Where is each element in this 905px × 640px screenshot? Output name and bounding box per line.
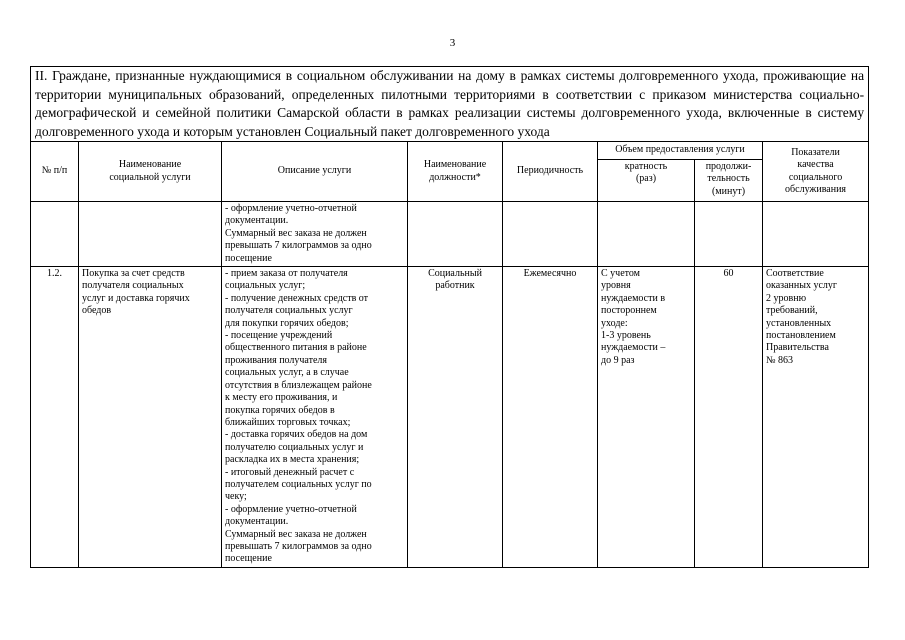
section-title: II. Граждане, признанные нуждающимися в социальном обслуживании на дому в рамках системы долговременного ухода, проживающие на территории муниципальных образований, определенных пилотными территориями в соответствии с приказом министерства социально-демографической и семейной политики Самарской области в рамках реализации системы долговременного ухода, включенные в систему долговременного ухода и которым установлен Социальный пакет долговременного ухода	[31, 67, 869, 142]
cont-quality	[763, 202, 869, 267]
cont-service-name	[79, 202, 222, 267]
row-quality: Соответствие оказанных услуг 2 уровню требований, установленных постановлением Правительства № 863	[763, 267, 869, 568]
header-description: Описание услуги	[222, 142, 408, 202]
header-multiplicity: кратность (раз)	[598, 160, 695, 202]
header-service-name: Наименование социальной услуги	[79, 142, 222, 202]
header-position: Наименование должности*	[408, 142, 503, 202]
header-duration: продолжи- тельность (минут)	[695, 160, 763, 202]
row-duration: 60	[695, 267, 763, 568]
row-periodicity: Ежемесячно	[503, 267, 598, 568]
table-row	[31, 267, 869, 568]
row-multiplicity: С учетом уровня нуждаемости в постороннем уходе: 1-3 уровень нуждаемости – до 9 раз	[598, 267, 695, 568]
row-service-name: Покупка за счет средств получателя социальных услуг и доставка горячих обедов	[79, 267, 222, 568]
row-description: - прием заказа от получателя социальных услуг; - получение денежных средств от получателя социальных услуг для покупки горячих обедов; - посещение учреждений общественного питания в районе проживания получателя социальных услуг, а в случае отсутствия в близлежащем районе к месту его проживания, и покупка горячих обедов в ближайших торговых точках; - доставка горячих обедов на дом получателю социальных услуг и раскладка их в места хранения; - итоговый денежный расчет с получателем социальных услуг по чеку; - оформление учетно-отчетной документации. Суммарный вес заказа не должен превышать 7 килограммов за одно посещение	[222, 267, 408, 568]
header-quality: Показатели качества социального обслуживания	[763, 142, 869, 202]
row-num: 1.2.	[31, 267, 79, 568]
continuation-row	[31, 202, 869, 267]
cont-multiplicity	[598, 202, 695, 267]
header-num: № п/п	[31, 142, 79, 202]
page-number: 3	[449, 37, 456, 49]
header-periodicity: Периодичность	[503, 142, 598, 202]
services-table	[30, 66, 869, 568]
header-row	[31, 142, 869, 160]
cont-periodicity	[503, 202, 598, 267]
cont-num	[31, 202, 79, 267]
cont-duration	[695, 202, 763, 267]
section-title-row	[31, 67, 869, 142]
cont-description: - оформление учетно-отчетной документации. Суммарный вес заказа не должен превышать 7 килограммов за одно посещение	[222, 202, 408, 267]
cont-position	[408, 202, 503, 267]
row-position: Социальный работник	[408, 267, 503, 568]
header-volume: Объем предоставления услуги	[598, 142, 763, 160]
